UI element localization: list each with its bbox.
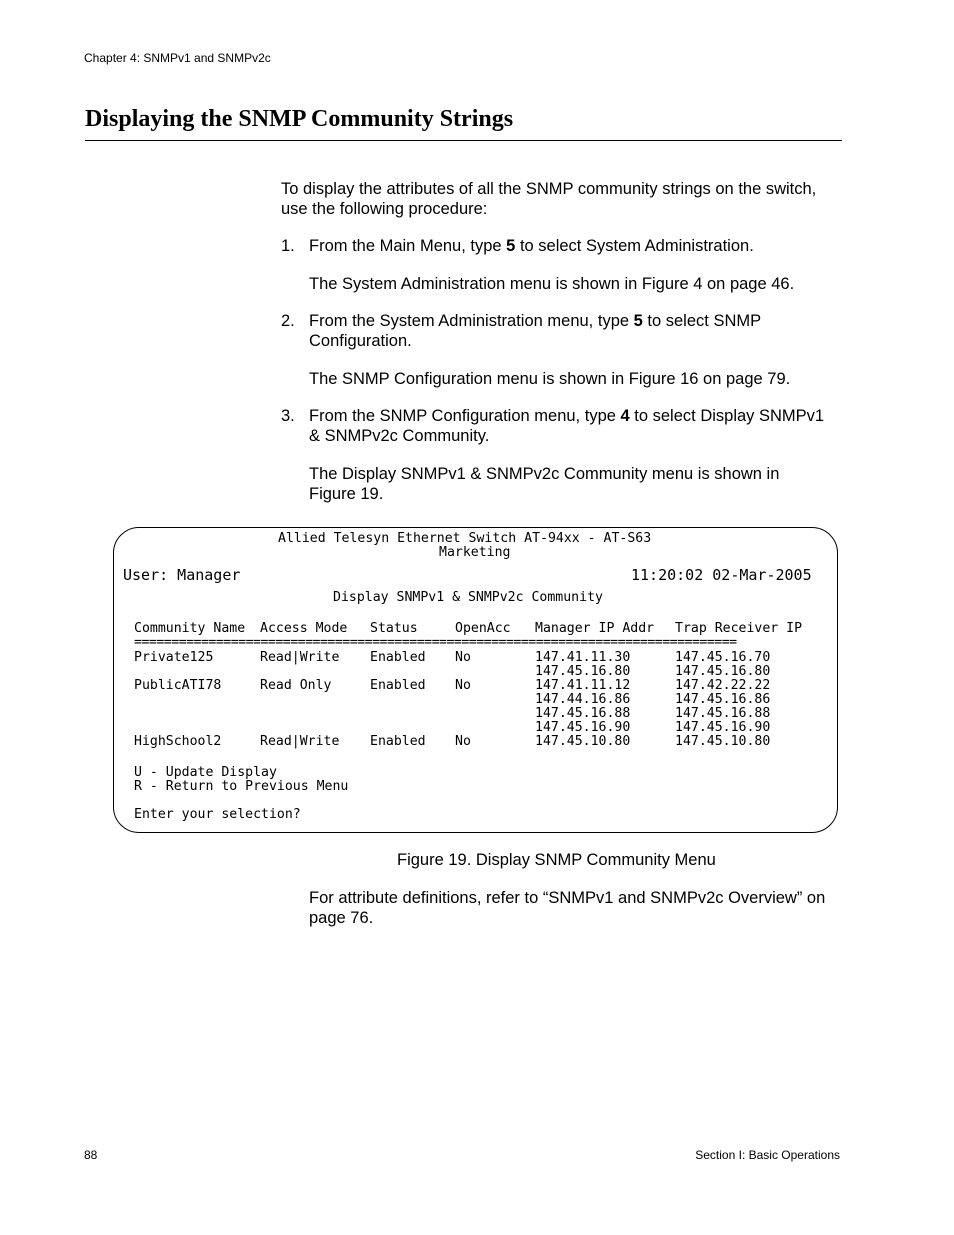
step-number: 3. xyxy=(281,407,295,425)
table-cell: 147.45.10.80 xyxy=(675,734,771,749)
table-cell: Read Only xyxy=(260,678,332,693)
selection-prompt[interactable]: Enter your selection? xyxy=(134,807,301,822)
column-header: OpenAcc xyxy=(455,621,511,636)
after-paragraph xyxy=(309,888,825,928)
step-text: to select System Administration. xyxy=(515,237,754,255)
step-text: From the System Administration menu, type xyxy=(309,312,634,330)
step-key: 5 xyxy=(633,312,643,330)
step-number: 2. xyxy=(281,312,295,330)
table-cell: Read|Write xyxy=(260,734,340,749)
column-header: Manager IP Addr xyxy=(535,621,655,636)
step-line: & SNMPv2c Community. xyxy=(309,427,490,445)
table-cell: 147.45.16.86 xyxy=(675,692,771,707)
step-text: to select SNMP xyxy=(642,312,762,330)
column-header: Community Name xyxy=(134,621,246,636)
table-cell: 147.45.16.80 xyxy=(675,664,771,679)
step-line: Configuration. xyxy=(309,332,412,350)
running-header: Chapter 4: SNMPv1 and SNMPv2c xyxy=(84,51,271,65)
step-key: 4 xyxy=(620,407,630,425)
step-line xyxy=(309,311,761,331)
step-3-text xyxy=(309,406,824,446)
intro-paragraph xyxy=(281,179,816,219)
table-cell: Enabled xyxy=(370,734,426,749)
after-line: page 76. xyxy=(309,909,374,927)
step-text: to select Display SNMPv1 xyxy=(629,407,825,425)
step-1-note: The System Administration menu is shown in Figure 4 on page 46. xyxy=(309,275,795,293)
terminal-subtitle: Marketing xyxy=(439,545,511,560)
step-2-text xyxy=(309,311,761,351)
page-title: Displaying the SNMP Community Strings xyxy=(85,106,514,132)
table-cell: HighSchool2 xyxy=(134,734,222,749)
table-cell: Read|Write xyxy=(260,650,340,665)
table-cell: No xyxy=(455,734,471,749)
step-3-note xyxy=(309,464,779,504)
table-cell: 147.41.11.12 xyxy=(535,678,631,693)
table-cell: Enabled xyxy=(370,650,426,665)
terminal-datetime: 11:20:02 02-Mar-2005 xyxy=(631,566,812,584)
table-cell: 147.45.16.88 xyxy=(535,706,631,721)
step-line xyxy=(309,406,824,426)
table-cell: 147.44.16.86 xyxy=(535,692,631,707)
terminal-menu-title: Display SNMPv1 & SNMPv2c Community xyxy=(333,590,603,605)
table-cell: 147.41.11.30 xyxy=(535,650,631,665)
table-cell: 147.45.16.90 xyxy=(535,720,631,735)
step-key: 5 xyxy=(506,237,516,255)
terminal-title: Allied Telesyn Ethernet Switch AT-94xx - AT-S63 xyxy=(278,531,652,546)
table-cell: 147.45.16.80 xyxy=(535,664,631,679)
step-number: 1. xyxy=(281,237,295,255)
intro-line: To display the attributes of all the SNMP community strings on the switch, xyxy=(281,180,817,198)
title-rule xyxy=(85,140,842,141)
table-cell: No xyxy=(455,678,471,693)
step-text: From the Main Menu, type xyxy=(309,237,507,255)
table-cell: PublicATI78 xyxy=(134,678,222,693)
step-text: From the SNMP Configuration menu, type xyxy=(309,407,621,425)
step-2-note: The SNMP Configuration menu is shown in Figure 16 on page 79. xyxy=(309,370,791,388)
table-cell: 147.45.16.90 xyxy=(675,720,771,735)
section-footer: Section I: Basic Operations xyxy=(695,1148,840,1162)
column-header: Trap Receiver IP xyxy=(675,621,803,636)
header-separator: ================================================================================= xyxy=(134,636,737,650)
intro-line: use the following procedure: xyxy=(281,200,488,218)
column-header: Status xyxy=(370,621,418,636)
table-cell: 147.45.16.88 xyxy=(675,706,771,721)
step-1-text xyxy=(309,236,754,256)
column-header: Access Mode xyxy=(260,621,348,636)
table-cell: Enabled xyxy=(370,678,426,693)
table-cell: 147.45.10.80 xyxy=(535,734,631,749)
table-cell: No xyxy=(455,650,471,665)
note-line: The Display SNMPv1 & SNMPv2c Community menu is shown in xyxy=(309,465,780,483)
table-cell: 147.42.22.22 xyxy=(675,678,771,693)
page-number: 88 xyxy=(84,1148,98,1162)
note-line: Figure 19. xyxy=(309,485,384,503)
after-line: For attribute definitions, refer to “SNMPv1 and SNMPv2c Overview” on xyxy=(309,889,826,907)
menu-option-return[interactable]: R - Return to Previous Menu xyxy=(134,779,349,794)
table-cell: 147.45.16.70 xyxy=(675,650,771,665)
table-cell: Private125 xyxy=(134,650,214,665)
figure-caption: Figure 19. Display SNMP Community Menu xyxy=(397,851,716,869)
terminal-user: User: Manager xyxy=(123,566,241,584)
menu-option-update[interactable]: U - Update Display xyxy=(134,765,277,780)
